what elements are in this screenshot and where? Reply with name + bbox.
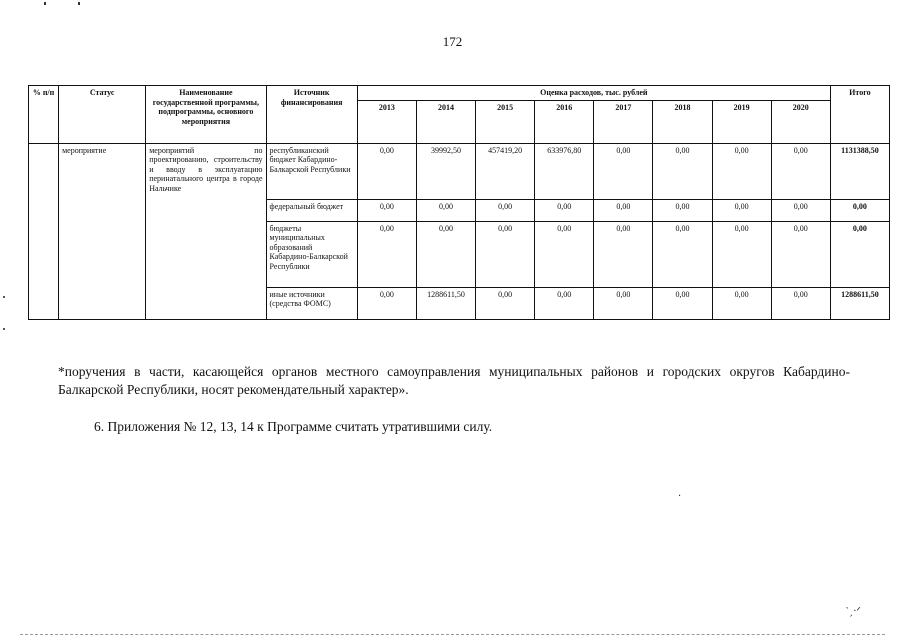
clause-text: 6. Приложения № 12, 13, 14 к Программе считать утратившими силу. (94, 418, 493, 434)
cell-source: республиканский бюджет Кабардино-Балкарской Республики (266, 143, 357, 199)
cell-value: 0,00 (712, 287, 771, 319)
cell-value: 457419,20 (476, 143, 535, 199)
scan-artifact-bottom-rule (20, 634, 885, 636)
header-total: Итого (830, 86, 889, 144)
header-num: % п/п (29, 86, 59, 144)
cell-value: 633976,80 (535, 143, 594, 199)
cell-value: 0,00 (712, 143, 771, 199)
header-year: 2020 (771, 100, 830, 143)
cell-value: 0,00 (357, 287, 416, 319)
header-year: 2015 (476, 100, 535, 143)
cell-value: 0,00 (594, 143, 653, 199)
cell-source: бюджеты муниципальных образований Кабардино-Балкарской Республики (266, 221, 357, 287)
cell-value: 0,00 (476, 287, 535, 319)
budget-table (28, 85, 890, 320)
table-header (29, 86, 890, 144)
cell-value: 0,00 (712, 221, 771, 287)
header-name: Наименование государственной программы, подпрограммы, основного мероприятия (146, 86, 266, 144)
cell-value: 0,00 (653, 221, 712, 287)
cell-value: 0,00 (416, 221, 475, 287)
cell-value: 1288611,50 (416, 287, 475, 319)
header-year: 2014 (416, 100, 475, 143)
cell-value: 0,00 (653, 199, 712, 221)
scan-artifact-bottom: ‵ˏ·ᐟ (846, 606, 861, 617)
cell-total: 0,00 (830, 221, 889, 287)
cell-value: 0,00 (476, 221, 535, 287)
scan-dot (3, 296, 5, 298)
cell-value: 0,00 (416, 199, 475, 221)
cell-value: 0,00 (653, 287, 712, 319)
cell-value: 0,00 (357, 143, 416, 199)
table-body (29, 143, 890, 319)
cell-value: 0,00 (594, 287, 653, 319)
header-year: 2013 (357, 100, 416, 143)
header-year: 2019 (712, 100, 771, 143)
header-year: 2017 (594, 100, 653, 143)
cell-num (29, 143, 59, 319)
header-year: 2018 (653, 100, 712, 143)
cell-value: 0,00 (594, 199, 653, 221)
cell-value: 0,00 (357, 221, 416, 287)
cell-value: 0,00 (357, 199, 416, 221)
cell-value: 0,00 (771, 221, 830, 287)
scan-artifact-top (30, 2, 875, 8)
header-source: Источник финансирования (266, 86, 357, 144)
scan-dot (78, 2, 80, 5)
cell-value: 39992,50 (416, 143, 475, 199)
table-row (29, 143, 890, 199)
cell-value: 0,00 (771, 143, 830, 199)
cell-total: 0,00 (830, 199, 889, 221)
header-expense-group: Оценка расходов, тыс. рублей (357, 86, 830, 101)
cell-total: 1288611,50 (830, 287, 889, 319)
scan-dot (3, 328, 5, 330)
cell-value: 0,00 (771, 199, 830, 221)
cell-value: 0,00 (653, 143, 712, 199)
cell-value: 0,00 (476, 199, 535, 221)
cell-value: 0,00 (535, 221, 594, 287)
cell-value: 0,00 (712, 199, 771, 221)
header-status: Статус (59, 86, 146, 144)
cell-status: мероприятие (59, 143, 146, 319)
scan-dot (44, 2, 46, 5)
header-year: 2016 (535, 100, 594, 143)
cell-source: иные источники (средства ФОМС) (266, 287, 357, 319)
cell-value: 0,00 (771, 287, 830, 319)
scan-dot: · (678, 491, 682, 502)
cell-source: федеральный бюджет (266, 199, 357, 221)
cell-total: 1131388,50 (830, 143, 889, 199)
cell-value: 0,00 (535, 199, 594, 221)
cell-name: мероприятий по проектированию, строительству и вводу в эксплуатацию перинатального центра в городе Нальчике (146, 143, 266, 319)
cell-value: 0,00 (594, 221, 653, 287)
page-number: 172 (442, 34, 463, 49)
footnote-text: *поручения в части, касающейся органов местного самоуправления муниципальных районов и городских округов Кабардино-Балкарской Республики, носят рекомендательный характер». (58, 363, 850, 397)
cell-value: 0,00 (535, 287, 594, 319)
